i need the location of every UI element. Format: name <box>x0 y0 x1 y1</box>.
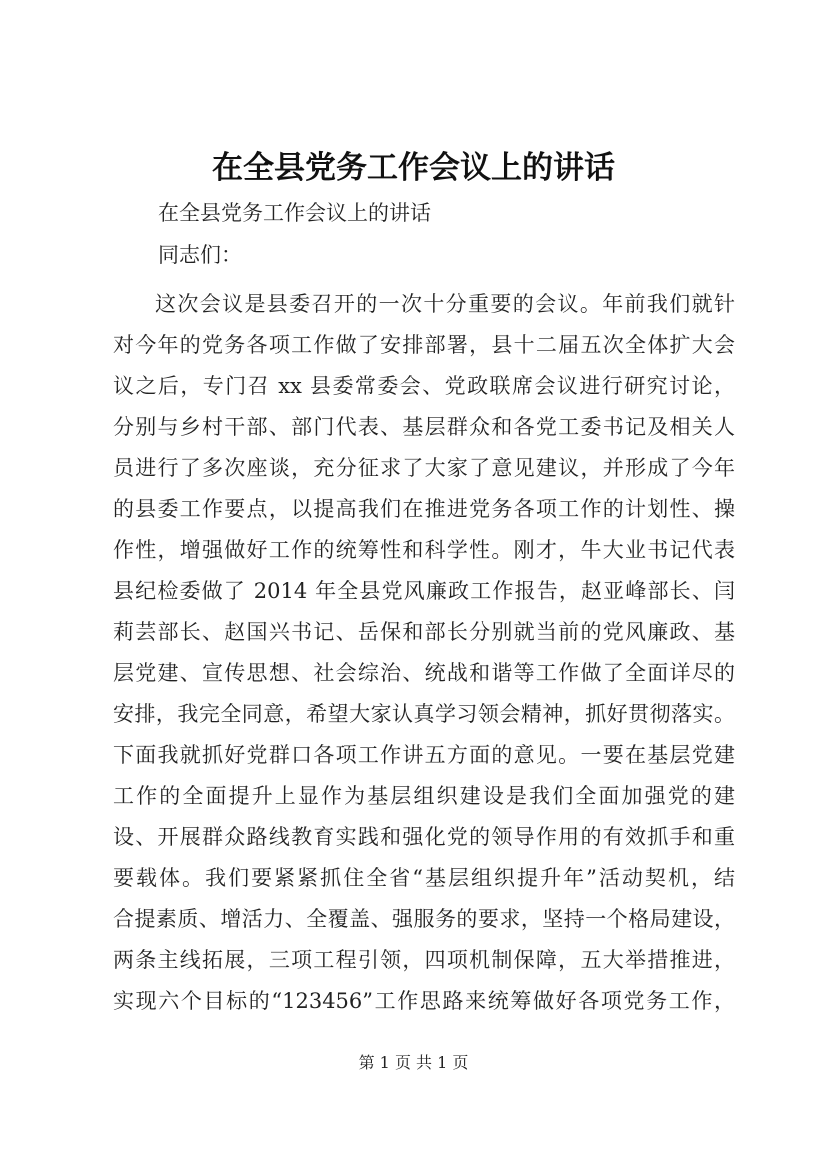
body-line: 对今年的党务各项工作做了安排部署，县十二届五次全体扩大会 <box>113 333 735 357</box>
body-line: 县纪检委做了 2014 年全县党风廉政工作报告，赵亚峰部长、闫 <box>113 579 735 603</box>
body-line: 员进行了多次座谈，充分征求了大家了意见建议，并形成了今年 <box>113 456 735 480</box>
body-line: 合提素质、增活力、全覆盖、强服务的要求，坚持一个格局建设， <box>113 907 735 931</box>
document-subtitle: 在全县党务工作会议上的讲话 <box>158 201 431 225</box>
body-line: 工作的全面提升上显作为基层组织建设是我们全面加强党的建 <box>113 784 735 808</box>
body-line: 这次会议是县委召开的一次十分重要的会议。年前我们就针 <box>155 292 735 316</box>
document-title: 在全县党务工作会议上的讲话 <box>212 150 615 186</box>
body-line: 要载体。我们要紧紧抓住全省“基层组织提升年”活动契机，结 <box>113 866 735 890</box>
body-line: 层党建、宣传思想、社会综治、统战和谐等工作做了全面详尽的 <box>113 661 735 685</box>
body-line: 莉芸部长、赵国兴书记、岳保和部长分别就当前的党风廉政、基 <box>113 620 735 644</box>
body-line: 安排，我完全同意，希望大家认真学习领会精神，抓好贯彻落实。 <box>113 702 735 726</box>
body-line: 下面我就抓好党群口各项工作讲五方面的意见。一要在基层党建 <box>113 743 735 767</box>
body-line: 作性，增强做好工作的统筹性和科学性。刚才，牛大业书记代表 <box>113 538 735 562</box>
body-line: 实现六个目标的“123456”工作思路来统筹做好各项党务工作， <box>113 989 735 1013</box>
body-line: 两条主线拓展，三项工程引领，四项机制保障，五大举措推进， <box>113 948 735 972</box>
body-paragraph <box>113 284 735 1022</box>
body-line: 设、开展群众路线教育实践和强化党的领导作用的有效抓手和重 <box>113 825 735 849</box>
body-line: 分别与乡村干部、部门代表、基层群众和各党工委书记及相关人 <box>113 415 735 439</box>
body-line: 的县委工作要点，以提高我们在推进党务各项工作的计划性、操 <box>113 497 735 521</box>
salutation: 同志们： <box>158 243 242 267</box>
page-footer: 第 1 页 共 1 页 <box>358 1053 469 1072</box>
body-line: 议之后，专门召 xx 县委常委会、党政联席会议进行研究讨论， <box>113 374 735 398</box>
